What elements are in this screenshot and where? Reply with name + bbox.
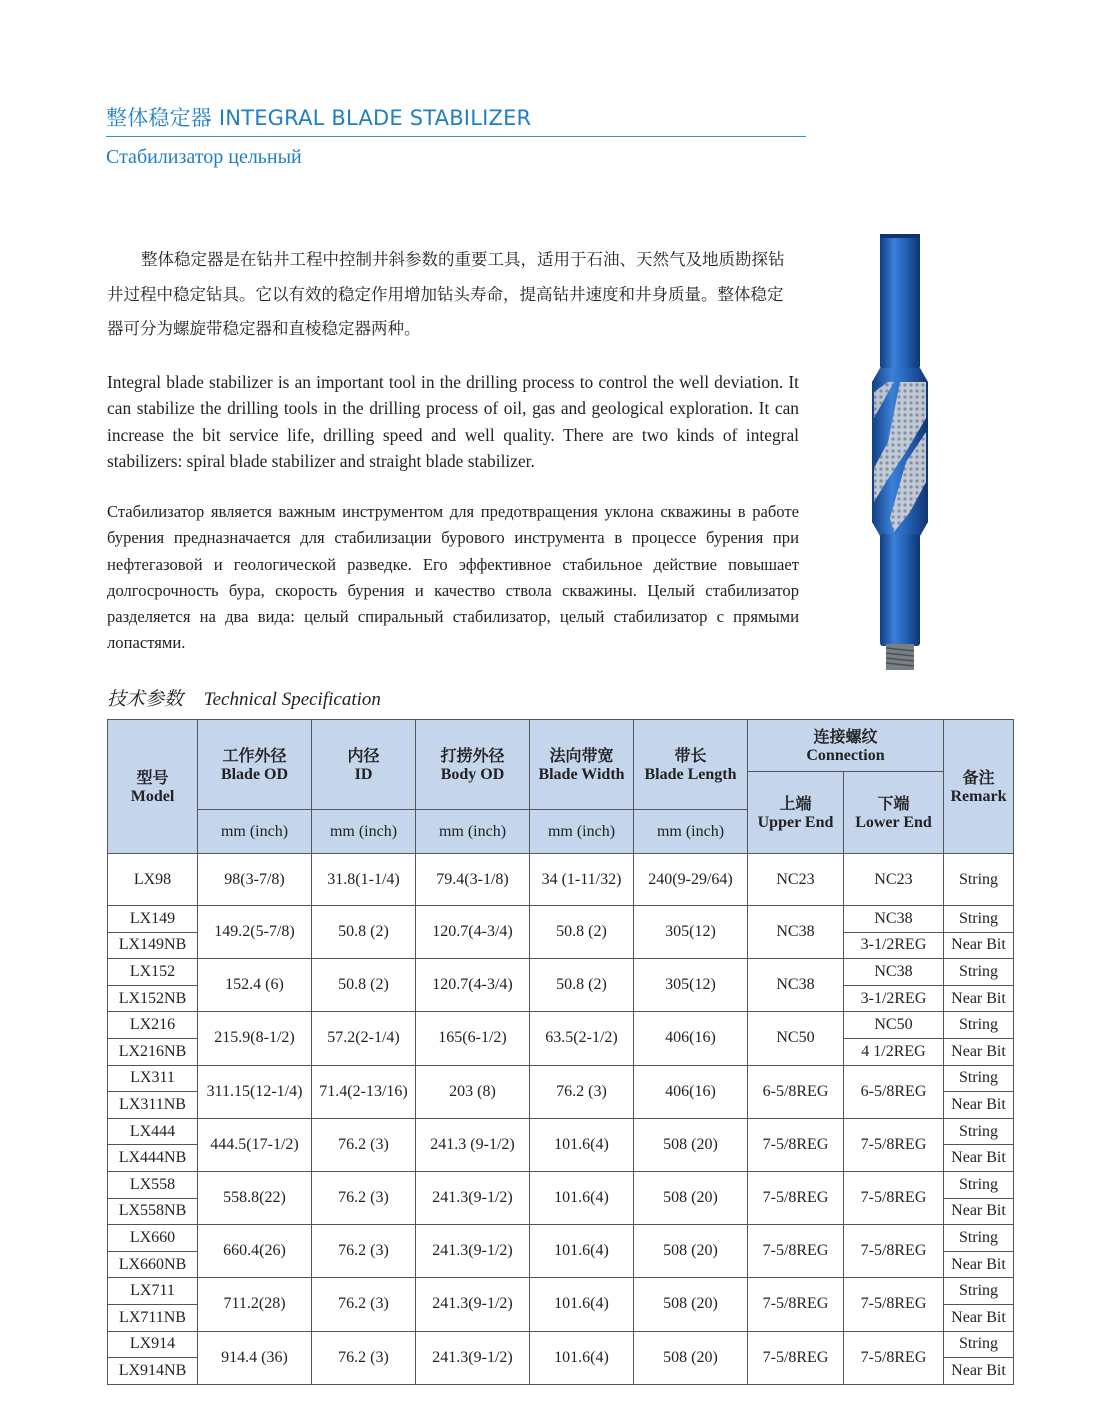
cell-lower-end: 7-5/8REG (844, 1225, 944, 1278)
cell-model: LX444 (108, 1118, 198, 1145)
cell-body-od: 241.3(9-1/2) (416, 1278, 530, 1331)
header-body-od: 打捞外径 Body OD (416, 720, 530, 810)
header-remark: 备注 Remark (944, 720, 1014, 854)
cell-lower-end: 7-5/8REG (844, 1331, 944, 1384)
cell-blade-width: 101.6(4) (530, 1118, 634, 1171)
cell-blade-length: 508 (20) (634, 1225, 748, 1278)
cell-blade-od: 149.2(5-7/8) (198, 906, 312, 959)
cell-model: LX711NB (108, 1304, 198, 1331)
cell-body-od: 120.7(4-3/4) (416, 959, 530, 1012)
cell-blade-od: 311.15(12-1/4) (198, 1065, 312, 1118)
cell-model: LX98 (108, 854, 198, 906)
cell-model: LX558 (108, 1171, 198, 1198)
cell-id: 76.2 (3) (312, 1331, 416, 1384)
cell-remark: Near Bit (944, 1304, 1014, 1331)
intro-chinese: 整体稳定器是在钻井工程中控制井斜参数的重要工具，适用于石油、天然气及地质勘探钻井过程中稳定钻具。它以有效的稳定作用增加钻头寿命，提高钻井速度和井身质量。整体稳定器可分为螺旋带稳定器和直棱稳定器两种。 (107, 250, 785, 338)
cell-blade-length: 240(9-29/64) (634, 854, 748, 906)
cell-blade-od: 660.4(26) (198, 1225, 312, 1278)
cell-blade-od: 152.4 (6) (198, 959, 312, 1012)
header-id: 内径 ID (312, 720, 416, 810)
table-row (108, 1171, 1014, 1198)
cell-id: 57.2(2-1/4) (312, 1012, 416, 1065)
cell-id: 76.2 (3) (312, 1118, 416, 1171)
cell-remark: Near Bit (944, 1198, 1014, 1225)
cell-model: LX444NB (108, 1145, 198, 1172)
cell-model: LX660NB (108, 1251, 198, 1278)
cell-body-od: 120.7(4-3/4) (416, 906, 530, 959)
cell-model: LX311NB (108, 1092, 198, 1119)
cell-blade-width: 50.8 (2) (530, 906, 634, 959)
cell-body-od: 203 (8) (416, 1065, 530, 1118)
cell-id: 76.2 (3) (312, 1278, 416, 1331)
table-row (108, 1118, 1014, 1145)
cell-blade-width: 101.6(4) (530, 1225, 634, 1278)
cell-remark: Near Bit (944, 1358, 1014, 1385)
header-model: 型号 Model (108, 720, 198, 854)
cell-blade-length: 508 (20) (634, 1278, 748, 1331)
cell-lower-end: 7-5/8REG (844, 1118, 944, 1171)
cell-remark: Near Bit (944, 985, 1014, 1012)
cell-blade-width: 34 (1-11/32) (530, 854, 634, 906)
cell-upper-end: NC50 (748, 1012, 844, 1065)
table-row (108, 1065, 1014, 1092)
cell-blade-od: 98(3-7/8) (198, 854, 312, 906)
title-divider (106, 136, 806, 137)
cell-lower-end: NC38 (844, 906, 944, 933)
cell-model: LX914 (108, 1331, 198, 1358)
cell-model: LX152 (108, 959, 198, 986)
unit-blade-length: mm (inch) (634, 810, 748, 854)
header-blade-width: 法向带宽 Blade Width (530, 720, 634, 810)
spec-heading-cn: 技术参数 (107, 688, 184, 710)
spec-heading-en: Technical Specification (203, 689, 381, 710)
cell-lower-end: NC38 (844, 959, 944, 986)
cell-body-od: 241.3(9-1/2) (416, 1331, 530, 1384)
cell-lower-end: 3-1/2REG (844, 985, 944, 1012)
header-lower-end: 下端 Lower End (844, 772, 944, 854)
cell-blade-od: 558.8(22) (198, 1171, 312, 1224)
unit-blade-od: mm (inch) (198, 810, 312, 854)
header-blade-od: 工作外径 Blade OD (198, 720, 312, 810)
cell-id: 76.2 (3) (312, 1171, 416, 1224)
cell-remark: String (944, 1225, 1014, 1252)
header-upper-end: 上端 Upper End (748, 772, 844, 854)
cell-model: LX216 (108, 1012, 198, 1039)
cell-lower-end: 7-5/8REG (844, 1171, 944, 1224)
cell-remark: String (944, 854, 1014, 906)
cell-remark: String (944, 1278, 1014, 1305)
cell-remark: Near Bit (944, 932, 1014, 959)
unit-id: mm (inch) (312, 810, 416, 854)
cell-model: LX711 (108, 1278, 198, 1305)
intro-english: Integral blade stabilizer is an important tool in the drilling process to control the well deviation. It can stabilize the drilling tools in the drilling process of oil, gas and geological exploration. It can increase the bit service life, drilling speed and well quality. There are two kinds of integral stabilizers: spiral blade stabilizer and straight blade stabilizer. (107, 372, 799, 471)
spec-heading (107, 684, 381, 711)
cell-blade-length: 508 (20) (634, 1118, 748, 1171)
cell-upper-end: 7-5/8REG (748, 1171, 844, 1224)
table-row (108, 1225, 1014, 1252)
cell-lower-end: 7-5/8REG (844, 1278, 944, 1331)
spec-table (107, 719, 1014, 1385)
cell-upper-end: 7-5/8REG (748, 1331, 844, 1384)
cell-id: 31.8(1-1/4) (312, 854, 416, 906)
cell-body-od: 79.4(3-1/8) (416, 854, 530, 906)
cell-lower-end: 4 1/2REG (844, 1038, 944, 1065)
cell-blade-od: 711.2(28) (198, 1278, 312, 1331)
cell-remark: String (944, 1065, 1014, 1092)
cell-body-od: 165(6-1/2) (416, 1012, 530, 1065)
cell-upper-end: 7-5/8REG (748, 1225, 844, 1278)
table-row (108, 1278, 1014, 1305)
table-row (108, 906, 1014, 933)
cell-blade-width: 63.5(2-1/2) (530, 1012, 634, 1065)
cell-lower-end: 3-1/2REG (844, 932, 944, 959)
cell-model: LX660 (108, 1225, 198, 1252)
cell-remark: String (944, 959, 1014, 986)
table-row (108, 854, 1014, 906)
cell-body-od: 241.3(9-1/2) (416, 1171, 530, 1224)
page-title: 整体稳定器 INTEGRAL BLADE STABILIZER (106, 106, 532, 130)
cell-lower-end: NC23 (844, 854, 944, 906)
stabilizer-illustration (866, 232, 934, 672)
cell-blade-length: 406(16) (634, 1065, 748, 1118)
page-subtitle-russian: Стабилизатор цельный (106, 146, 302, 168)
cell-blade-length: 508 (20) (634, 1331, 748, 1384)
cell-upper-end: 7-5/8REG (748, 1278, 844, 1331)
table-row (108, 959, 1014, 986)
unit-body-od: mm (inch) (416, 810, 530, 854)
cell-lower-end: 6-5/8REG (844, 1065, 944, 1118)
cell-blade-length: 406(16) (634, 1012, 748, 1065)
cell-upper-end: 6-5/8REG (748, 1065, 844, 1118)
cell-model: LX152NB (108, 985, 198, 1012)
cell-blade-width: 101.6(4) (530, 1331, 634, 1384)
cell-remark: Near Bit (944, 1092, 1014, 1119)
cell-upper-end: NC38 (748, 906, 844, 959)
cell-remark: Near Bit (944, 1251, 1014, 1278)
cell-blade-width: 50.8 (2) (530, 959, 634, 1012)
cell-remark: String (944, 1012, 1014, 1039)
cell-model: LX558NB (108, 1198, 198, 1225)
cell-upper-end: 7-5/8REG (748, 1118, 844, 1171)
cell-body-od: 241.3(9-1/2) (416, 1225, 530, 1278)
cell-id: 50.8 (2) (312, 959, 416, 1012)
cell-blade-length: 305(12) (634, 959, 748, 1012)
cell-blade-length: 508 (20) (634, 1171, 748, 1224)
cell-id: 76.2 (3) (312, 1225, 416, 1278)
cell-blade-width: 76.2 (3) (530, 1065, 634, 1118)
cell-blade-od: 444.5(17-1/2) (198, 1118, 312, 1171)
cell-blade-width: 101.6(4) (530, 1171, 634, 1224)
table-row (108, 1331, 1014, 1358)
cell-model: LX149 (108, 906, 198, 933)
header-blade-length: 带长 Blade Length (634, 720, 748, 810)
cell-model: LX149NB (108, 932, 198, 959)
cell-upper-end: NC38 (748, 959, 844, 1012)
unit-blade-width: mm (inch) (530, 810, 634, 854)
cell-model: LX216NB (108, 1038, 198, 1065)
cell-remark: String (944, 1118, 1014, 1145)
cell-lower-end: NC50 (844, 1012, 944, 1039)
intro-russian: Стабилизатор является важным инструментом для предотвращения уклона скважины в работе бурения предназначается для стабилизации бурового инструмента в процессе бурения при нефтегазовой и геологической разведке. Его эффективное стабильное действие повышает долгосрочность бура, скорость бурения и качество ствола скважины. Целый стабилизатор разделяется на два вида: целый спиральный стабилизатор, целый стабилизатор с прямыми лопастями. (107, 502, 799, 653)
cell-blade-width: 101.6(4) (530, 1278, 634, 1331)
cell-remark: String (944, 906, 1014, 933)
cell-remark: String (944, 1171, 1014, 1198)
cell-remark: Near Bit (944, 1038, 1014, 1065)
cell-id: 50.8 (2) (312, 906, 416, 959)
cell-remark: Near Bit (944, 1145, 1014, 1172)
cell-body-od: 241.3 (9-1/2) (416, 1118, 530, 1171)
table-row (108, 1012, 1014, 1039)
cell-blade-od: 914.4 (36) (198, 1331, 312, 1384)
cell-blade-od: 215.9(8-1/2) (198, 1012, 312, 1065)
cell-model: LX914NB (108, 1358, 198, 1385)
cell-upper-end: NC23 (748, 854, 844, 906)
cell-blade-length: 305(12) (634, 906, 748, 959)
cell-remark: String (944, 1331, 1014, 1358)
cell-id: 71.4(2-13/16) (312, 1065, 416, 1118)
cell-model: LX311 (108, 1065, 198, 1092)
header-connection: 连接螺纹 Connection (748, 720, 944, 772)
